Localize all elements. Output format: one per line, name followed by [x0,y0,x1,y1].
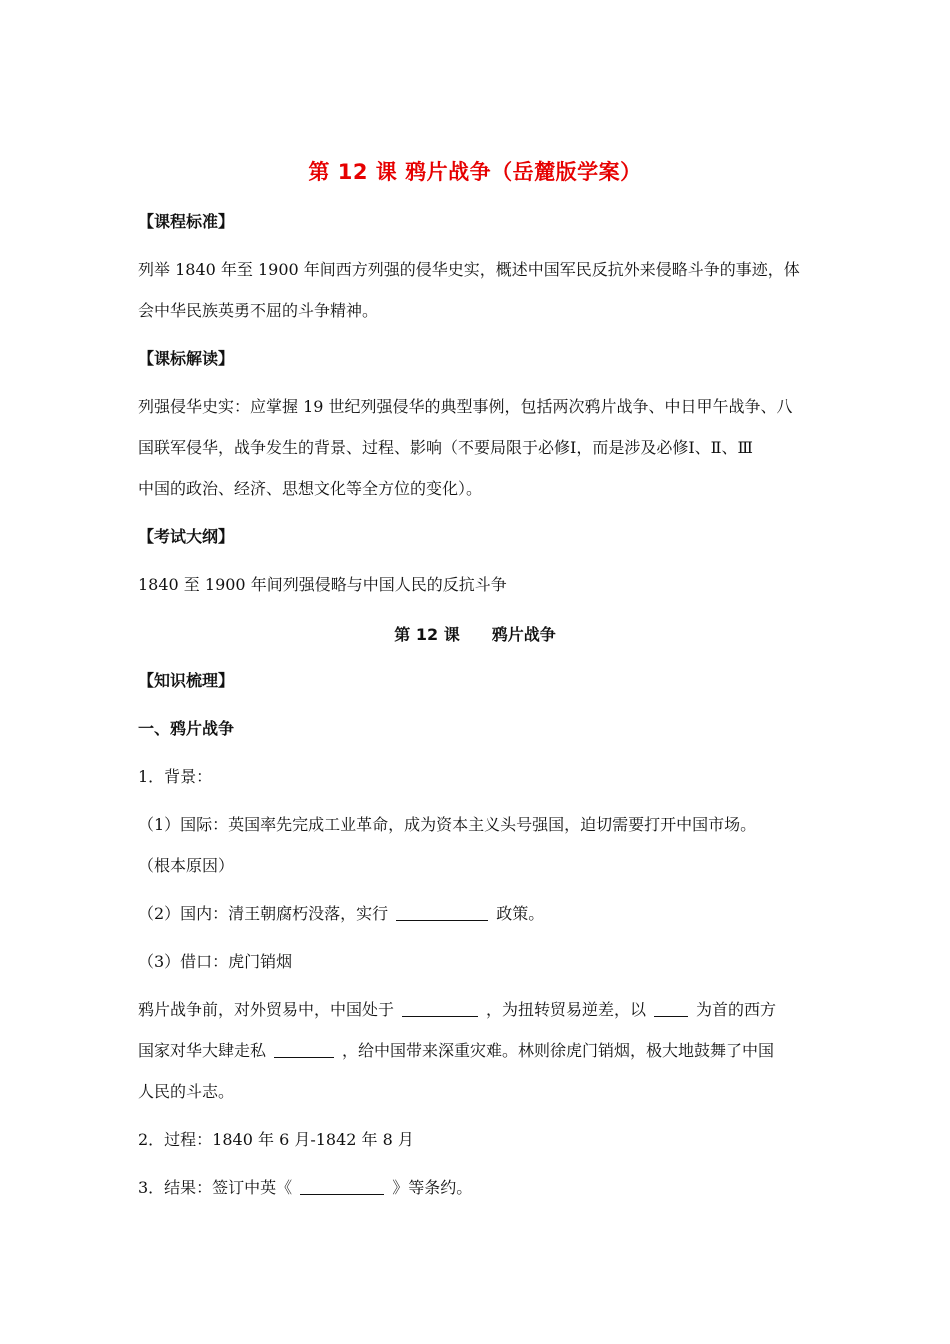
paragraph-line-with-blanks [138,999,818,1021]
fill-blank[interactable] [300,1178,384,1195]
list-item: 2．过程：1840 年 6 月-1842 年 8 月 [138,1130,414,1149]
list-item: （根本原因） [138,856,235,875]
section-heading-course-standard: 【课程标准】 [138,212,235,231]
section-heading-exam-outline: 【考试大纲】 [138,527,235,546]
paragraph-line: 人民的斗志。 [138,1082,235,1101]
part-heading-opium-war: 一、鸦片战争 [138,719,235,738]
list-item: （1）国际：英国率先完成工业革命，成为资本主义头号强国，迫切需要打开中国市场。 [138,815,757,834]
text-segment: 为首的西方 [696,1000,777,1019]
paragraph-line: 中国的政治、经济、思想文化等全方位的变化）。 [138,479,483,498]
text-segment: ，为扭转贸易逆差，以 [486,1000,647,1019]
paragraph-line: 会中华民族英勇不屈的斗争精神。 [138,301,379,320]
paragraph-line-with-blanks [138,1040,818,1062]
page-title: 第 12 课 鸦片战争（岳麓版学案） [308,160,642,184]
list-item-with-blank [138,903,818,925]
list-item: （3）借口：虎门销烟 [138,952,293,971]
text-segment: 政策。 [496,904,545,923]
section-heading-interpretation: 【课标解读】 [138,349,235,368]
text-segment: （2）国内：清王朝腐朽没落，实行 [138,904,389,923]
fill-blank[interactable] [274,1041,334,1058]
paragraph-line: 列举 1840 年至 1900 年间西方列强的侵华史实，概述中国军民反抗外来侵略斗争的事迹，体 [138,260,800,279]
text-segment: ，给中国带来深重灾难。林则徐虎门销烟，极大地鼓舞了中国 [342,1041,775,1060]
text-segment: 3．结果：签订中英《 [138,1178,293,1197]
lesson-subtitle: 第 12 课 鸦片战争 [394,625,556,644]
paragraph-line: 1840 至 1900 年间列强侵略与中国人民的反抗斗争 [138,575,507,594]
text-segment: 鸦片战争前，对外贸易中，中国处于 [138,1000,395,1019]
fill-blank[interactable] [402,1000,478,1017]
paragraph-line: 列强侵华史实：应掌握 19 世纪列强侵华的典型事例，包括两次鸦片战争、中日甲午战争、八 [138,397,793,416]
list-item-with-blank [138,1177,818,1199]
fill-blank[interactable] [396,904,488,921]
text-segment: 》等条约。 [392,1178,473,1197]
section-heading-knowledge: 【知识梳理】 [138,671,235,690]
list-item: 1．背景： [138,767,213,786]
fill-blank[interactable] [654,1000,688,1017]
text-segment: 国家对华大肆走私 [138,1041,267,1060]
paragraph-line: 国联军侵华，战争发生的背景、过程、影响（不要局限于必修Ⅰ，而是涉及必修Ⅰ、Ⅱ、Ⅲ [138,438,753,457]
